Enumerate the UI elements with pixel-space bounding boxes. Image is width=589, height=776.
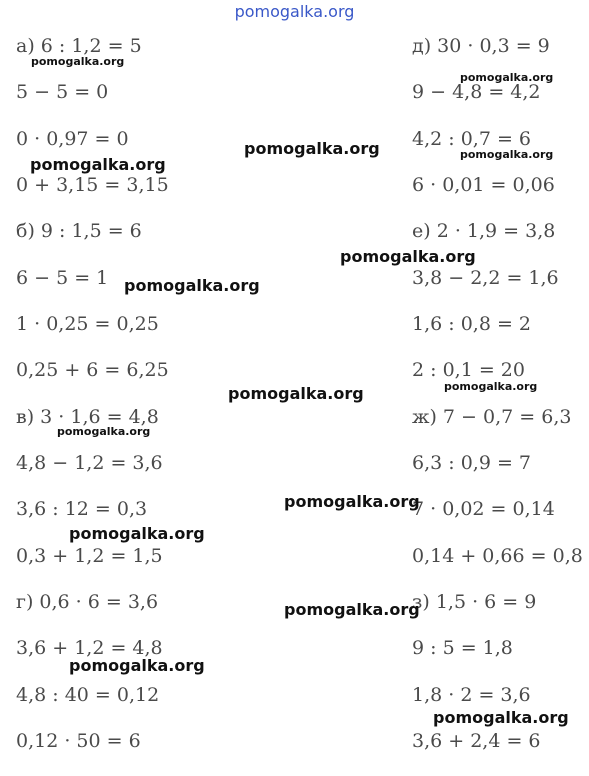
watermark: pomogalka.org	[340, 247, 476, 266]
equation-line: 9 − 4,8 = 4,2	[412, 81, 541, 104]
equation-line: з) 1,5 · 6 = 9	[412, 591, 537, 614]
equation-line: 5 − 5 = 0	[16, 81, 109, 104]
equation-line: 2 : 0,1 = 20	[412, 359, 525, 382]
equation-line: 0,3 + 1,2 = 1,5	[16, 544, 163, 567]
equation-line: 6 − 5 = 1	[16, 266, 109, 289]
equation-line: 4,2 : 0,7 = 6	[412, 127, 532, 150]
equation-line: 7 · 0,02 = 0,14	[412, 498, 555, 521]
watermark: pomogalka.org	[69, 656, 205, 675]
equation-line: 1 · 0,25 = 0,25	[16, 313, 159, 336]
watermark: pomogalka.org	[57, 425, 151, 438]
watermark: pomogalka.org	[284, 600, 420, 619]
equation-line: 0 + 3,15 = 3,15	[16, 174, 169, 197]
watermark: pomogalka.org	[433, 708, 569, 727]
equation-line: 1,8 · 2 = 3,6	[412, 683, 531, 706]
equation-line: г) 0,6 · 6 = 3,6	[16, 591, 159, 614]
equation-line: 0 · 0,97 = 0	[16, 127, 129, 150]
equation-line: д) 30 · 0,3 = 9	[412, 35, 550, 57]
equation-line: 0,12 · 50 = 6	[16, 730, 141, 753]
header-watermark: pomogalka.org	[234, 2, 355, 21]
equation-line: 4,8 − 1,2 = 3,6	[16, 452, 163, 475]
equation-line: 0,25 + 6 = 6,25	[16, 359, 169, 382]
watermark: pomogalka.org	[124, 276, 260, 295]
watermark: pomogalka.org	[284, 492, 420, 511]
watermark: pomogalka.org	[69, 524, 205, 543]
equation-line: б) 9 : 1,5 = 6	[16, 220, 142, 243]
equation-line: е) 2 · 1,9 = 3,8	[412, 220, 556, 243]
watermark: pomogalka.org	[244, 139, 380, 158]
equation-line: 6,3 : 0,9 = 7	[412, 452, 532, 475]
watermark: pomogalka.org	[460, 71, 554, 84]
equation-line: 3,6 + 2,4 = 6	[412, 730, 541, 753]
equation-line: в) 3 · 1,6 = 4,8	[16, 405, 159, 428]
watermark: pomogalka.org	[31, 55, 125, 68]
equation-line: 4,8 : 40 = 0,12	[16, 683, 160, 706]
equation-line: 6 · 0,01 = 0,06	[412, 174, 555, 197]
equation-line: 3,8 − 2,2 = 1,6	[412, 266, 559, 289]
right-column	[412, 34, 583, 776]
equation-line: а) 6 : 1,2 = 5	[16, 35, 142, 57]
equation-line: 1,6 : 0,8 = 2	[412, 313, 532, 336]
watermark: pomogalka.org	[30, 155, 166, 174]
watermark: pomogalka.org	[460, 148, 554, 161]
equation-line: 0,14 + 0,66 = 0,8	[412, 544, 583, 567]
watermark: pomogalka.org	[228, 384, 364, 403]
equation-line: ж) 7 − 0,7 = 6,3	[412, 405, 572, 428]
watermark: pomogalka.org	[444, 380, 538, 393]
equation-line: 3,6 : 12 = 0,3	[16, 498, 148, 521]
equation-line: 3,6 + 1,2 = 4,8	[16, 637, 163, 660]
equation-line: 9 : 5 = 1,8	[412, 637, 513, 660]
